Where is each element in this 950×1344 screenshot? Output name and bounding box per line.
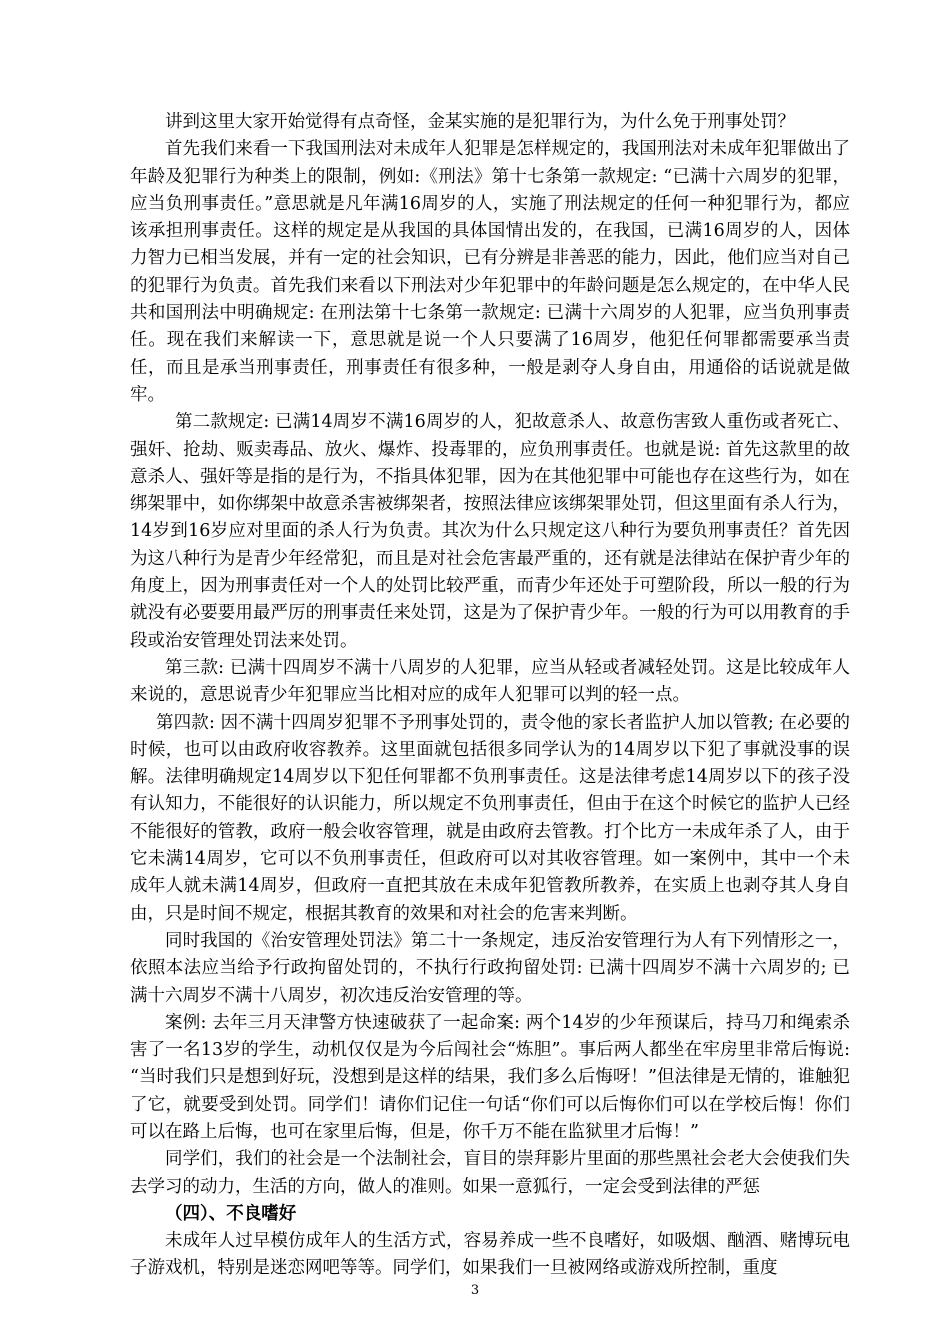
paragraph-bad-habits: 未成年人过早模仿成年人的生活方式，容易养成一些不良嗜好，如吸烟、酗酒、赌博玩电子游戏机，特别是迷恋网吧等等。同学们，如果我们一旦被网络或游戏所控制，重度 <box>130 1231 850 1279</box>
paragraph-article-17-clause-1: 首先我们来看一下我国刑法对未成年人犯罪是怎样规定的，我国刑法对未成年犯罪做出了年龄及犯罪行为种类上的限制，例如:《刑法》第十七条第一款规定: “已满十六周岁的犯罪，应当负刑事责任。”意思就是凡年满16周岁的人，实施了刑法规定的任何一种犯罪行为，都应该承担刑事责任。这样的规定是从我国的具体国情出发的，在我国，已满16周岁的人，因体力智力已相当发展，并有一定的社会知识，已有分辨是非善恶的能力，因此，他们应当对自己的犯罪行为负责。首先我们来看以下刑法对少年犯罪中的年龄问题是怎么规定的，在中华人民共和国刑法中明确规定: 在刑法第十七条第一款规定: 已满十六周岁的人犯罪，应当负刑事责任。现在我们来解读一下，意思就是说一个人只要满了16周岁，他犯任何罪都需要承当责任，而且是承当刑事责任，刑事责任有很多种，一般是剥夺人身自由，用通俗的话说就是做牢。 <box>130 139 850 405</box>
paragraph-legal-society: 同学们，我们的社会是一个法制社会，盲目的崇拜影片里面的那些黑社会老大会使我们失去学习的动力，生活的方向，做人的准则。如果一意狐行，一定会受到法律的严惩 <box>130 1149 850 1197</box>
page-number: 3 <box>470 1283 480 1298</box>
section-heading-bad-habits: （四）、不良嗜好 <box>165 1203 297 1224</box>
paragraph-clause-3: 第三款: 已满十四周岁不满十八周岁的人犯罪，应当从轻或者减轻处罚。这是比较成年人来说的，意思说青少年犯罪应当比相对应的成年人犯罪可以判的轻一点。 <box>130 657 850 706</box>
paragraph-question: 讲到这里大家开始觉得有点奇怪，金某实施的是犯罪行为，为什么免于刑事处罚？ <box>165 112 795 132</box>
paragraph-clause-2: 第二款规定: 已满14周岁不满16周岁的人，犯故意杀人、故意伤害致人重伤或者死亡、强奸、抢劫、贩卖毒品、放火、爆炸、投毒罪的，应负刑事责任。也就是说: 首先这款里的故意杀人、强奸等是指的是行为，不指具体犯罪，因为在其他犯罪中可能也存在这些行为，如在绑架罪中，如你绑架中故意杀害被绑架者，按照法律应该绑架罪处罚，但这里面有杀人行为，14岁到16岁应对里面的杀人行为负责。其次为什么只规定这八种行为要负刑事责任？首先因为这八种行为是青少年经常犯，而且是对社会危害最严重的，还有就是法律站在保护青少年的角度上，因为刑事责任对一个人的处罚比较严重，而青少年还处于可塑阶段，所以一般的行为就没有必要要用最严厉的刑事责任来处罚，这是为了保护青少年。一般的行为可以用教育的手段或治安管理处罚法来处罚。 <box>130 412 850 651</box>
paragraph-clause-4: 第四款: 因不满十四周岁犯罪不予刑事处罚的，责令他的家长者监护人加以管教; 在必要的时候，也可以由政府收容教养。这里面就包括很多同学认为的14周岁以下犯了事就没事的误解。法律明确规定14周岁以下犯任何罪都不负刑事责任。这是法律考虑14周岁以下的孩子没有认知力，不能很好的认识能力，所以规定不负刑事责任，但由于在这个时候它的监护人已经不能很好的管教，政府一般会收容管理，就是由政府去管教。打个比方一未成年杀了人，由于它未满14周岁，它可以不负刑事责任，但政府可以对其收容管理。如一案例中，其中一个未成年人就未满14周岁，但政府一直把其放在未成年犯管教所教养，在实质上也剥夺其人身自由，只是时间不规定，根据其教育的效果和对社会的危害来判断。 <box>130 712 850 924</box>
document-body <box>130 109 850 1283</box>
paragraph-case: 案例: 去年三月天津警方快速破获了一起命案: 两个14岁的少年预谋后，持马刀和绳索杀害了一名13岁的学生，动机仅仅是为今后闯社会“炼胆”。事后两人都坐在牢房里非常后悔说: “当时我们只是想到好玩，没想到是这样的结果，我们多么后悔呀！”但法律是无情的，谁触犯了它，就要受到处罚。同学们！请你们记住一句话“你们可以后悔你们可以在学校后悔！你们可以在路上后悔，也可在家里后悔，但是，你千万不能在监狱里才后悔！” <box>130 1012 850 1142</box>
paragraph-public-security-law: 同时我国的《治安管理处罚法》第二十一条规定，违反治安管理行为人有下列情形之一，依照本法应当给予行政拘留处罚的，不执行行政拘留处罚: 已满十四周岁不满十六周岁的; 已满十六周岁不满十八周岁，初次违反治安管理的等。 <box>130 930 850 1006</box>
